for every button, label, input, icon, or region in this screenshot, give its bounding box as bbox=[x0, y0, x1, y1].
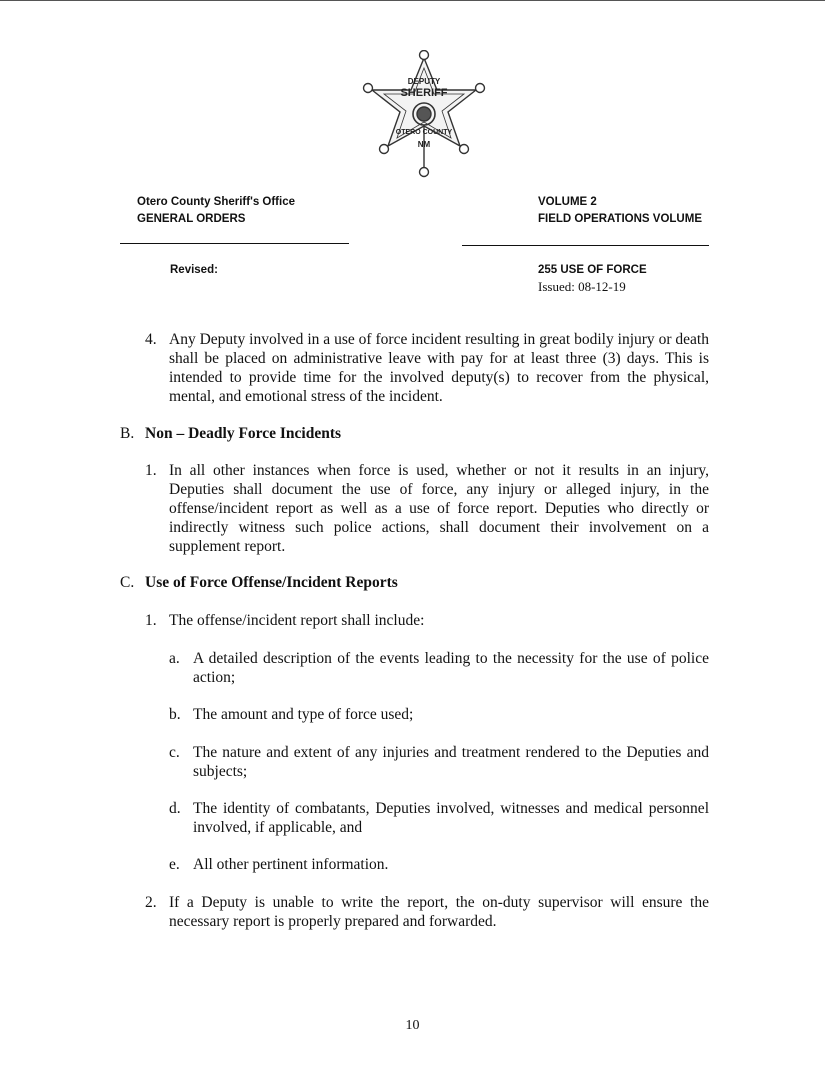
sub-item-letter: e. bbox=[169, 856, 180, 873]
sub-item-letter: a. bbox=[169, 650, 180, 667]
page-number: 10 bbox=[405, 1018, 420, 1033]
issued-date: Issued: 08-12-19 bbox=[538, 279, 626, 294]
header-rule-left bbox=[120, 243, 349, 244]
revised-label: Revised: bbox=[170, 264, 218, 276]
section-c-heading: Use of Force Offense/Incident Reports bbox=[145, 574, 398, 591]
paragraph-supervisor: If a Deputy is unable to write the report, the on-duty supervisor will ensure the necessary report is properly prepared and forwarded. bbox=[169, 894, 709, 930]
svg-text:DEPUTY: DEPUTY bbox=[407, 77, 441, 86]
agency-name: Otero County Sheriff's Office bbox=[137, 196, 296, 208]
header-right bbox=[538, 194, 702, 228]
sub-item-letter: c. bbox=[169, 744, 180, 761]
paragraph-admin-leave: Any Deputy involved in a use of force incident resulting in great bodily injury or death shall be placed on administrative leave with pay for at least three (3) days. This is intended to provide time for the involved deputy(s) to recover from the physical, mental, and emotional stress of the incident. bbox=[169, 331, 709, 405]
section-b-letter: B. bbox=[120, 425, 135, 442]
section-b-heading: Non – Deadly Force Incidents bbox=[145, 425, 342, 442]
section-c-letter: C. bbox=[120, 574, 135, 591]
sub-item-c: The nature and extent of any injuries and treatment rendered to the Deputies and subjects; bbox=[193, 744, 709, 780]
paragraph-non-deadly: In all other instances when force is used, whether or not it results in an injury, Deputies shall document the use of force, any injury or alleged injury, in the offense/incident report as well as a use of force report. Deputies who directly or indirectly witness such police actions, shall document their involvement on a supplement report. bbox=[169, 462, 709, 555]
svg-text:OTERO COUNTY: OTERO COUNTY bbox=[395, 129, 453, 136]
volume-label: VOLUME 2 bbox=[538, 196, 597, 208]
volume-name: FIELD OPERATIONS VOLUME bbox=[538, 213, 702, 225]
header-rule-right bbox=[462, 245, 709, 246]
sub-item-b: The amount and type of force used; bbox=[193, 706, 414, 723]
sub-item-e: All other pertinent information. bbox=[193, 856, 389, 873]
header-left bbox=[137, 194, 295, 228]
policy-block bbox=[538, 262, 647, 295]
sheriff-badge-icon bbox=[358, 50, 490, 178]
sub-item-letter: b. bbox=[169, 706, 181, 723]
policy-title: 255 USE OF FORCE bbox=[538, 264, 647, 276]
svg-text:NM: NM bbox=[417, 140, 431, 149]
item-number: 2. bbox=[145, 894, 157, 911]
item-number: 1. bbox=[145, 612, 157, 629]
item-number: 1. bbox=[145, 462, 157, 479]
paragraph-report-includes: The offense/incident report shall include: bbox=[169, 612, 425, 629]
svg-text:SHERIFF: SHERIFF bbox=[400, 87, 448, 99]
scan-top-edge bbox=[0, 0, 825, 1]
sub-item-letter: d. bbox=[169, 800, 181, 817]
item-number: 4. bbox=[145, 331, 157, 348]
general-orders-label: GENERAL ORDERS bbox=[137, 213, 246, 225]
sub-item-a: A detailed description of the events leading to the necessity for the use of police action; bbox=[193, 650, 709, 686]
sub-item-d: The identity of combatants, Deputies involved, witnesses and medical personnel involved, if applicable, and bbox=[193, 800, 709, 836]
